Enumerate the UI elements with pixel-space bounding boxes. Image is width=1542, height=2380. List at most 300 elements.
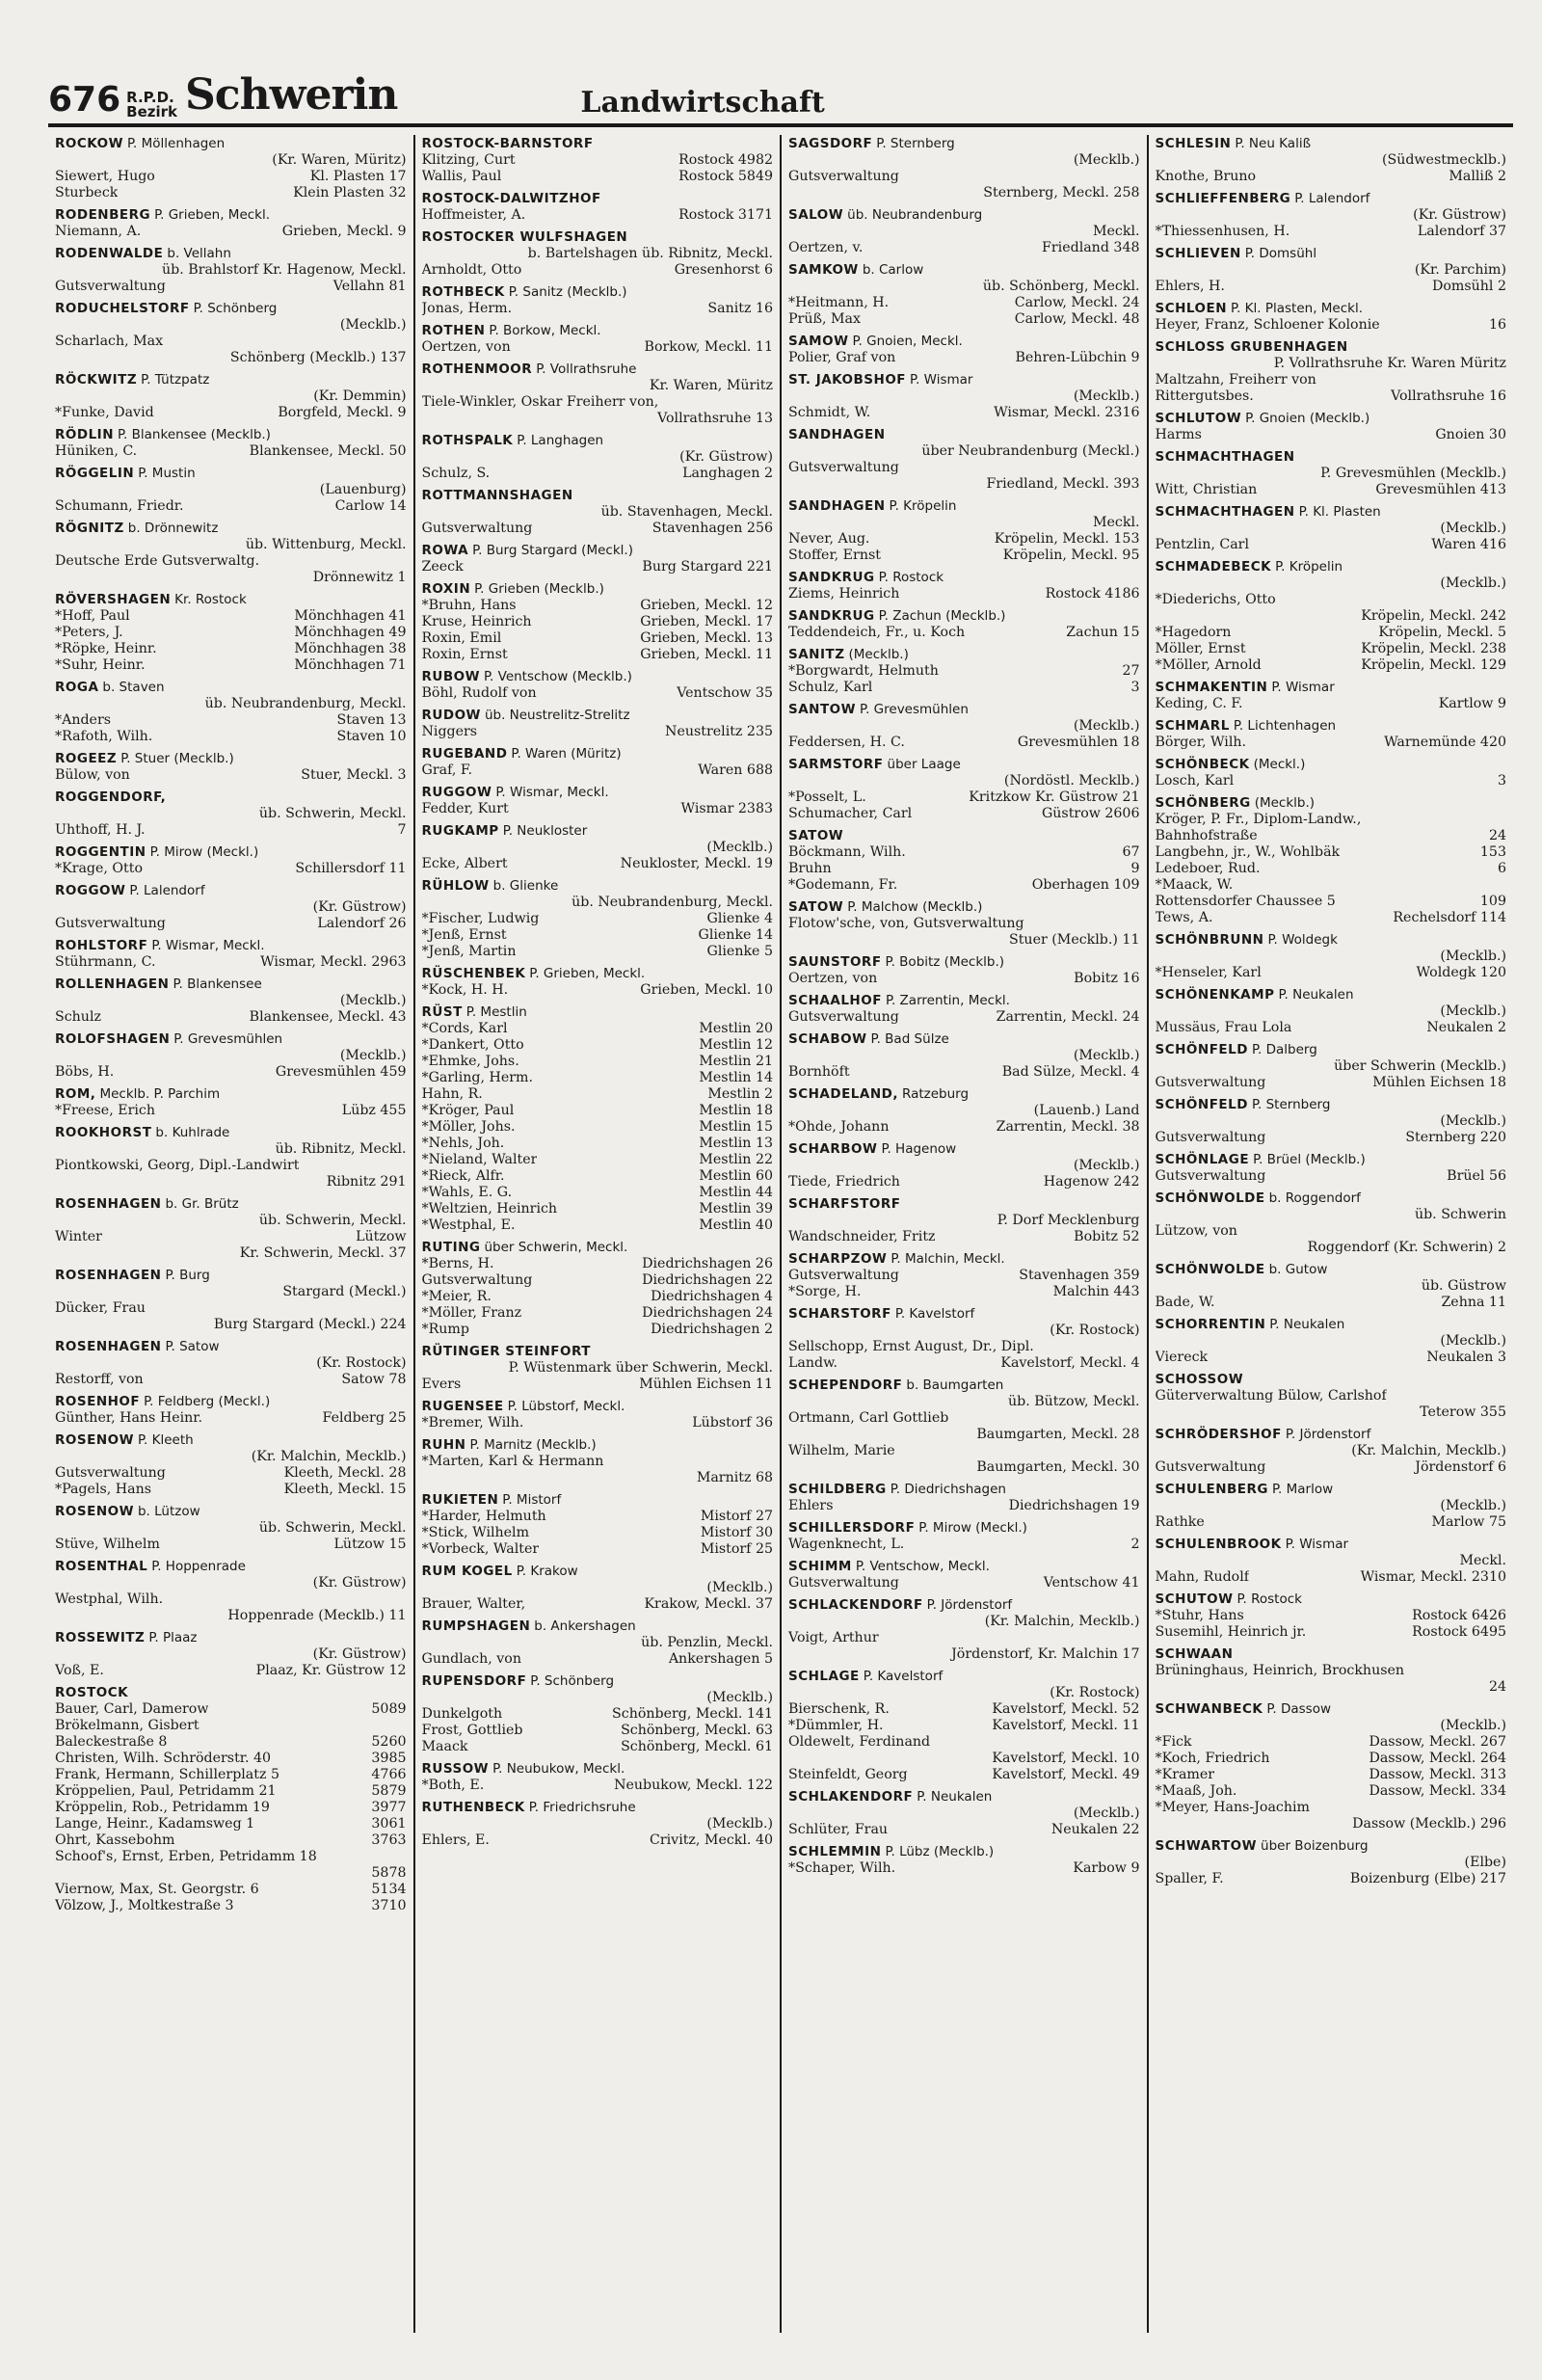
phone-reference: Lützow xyxy=(356,1229,407,1244)
place-postal: P. Wismar xyxy=(1271,680,1335,695)
place-heading xyxy=(55,1124,407,1141)
directory-entry xyxy=(788,1596,1140,1663)
directory-entry xyxy=(788,569,1140,602)
entry-row xyxy=(788,460,1140,476)
place-postal: b. Roggendorf xyxy=(1268,1190,1361,1206)
place-postal: P. Hoppenrade xyxy=(151,1559,246,1574)
owner-name: Ortmann, Carl Gottlieb xyxy=(788,1410,949,1426)
place-subline: (Mecklb.) xyxy=(706,1580,773,1595)
place-name: RUGGOW xyxy=(421,785,492,800)
directory-entry xyxy=(422,1239,774,1338)
owner-name: Wandschneider, Fritz xyxy=(788,1229,936,1244)
phone-reference: Wismar, Meckl. 2310 xyxy=(1360,1569,1506,1585)
entry-row xyxy=(788,531,1140,548)
phone-reference: 4766 xyxy=(371,1767,407,1782)
place-name: ROXIN xyxy=(421,581,471,597)
directory-entry xyxy=(1156,717,1507,751)
place-heading xyxy=(1156,1700,1507,1718)
owner-name: Schmidt, W. xyxy=(788,405,871,420)
directory-entry xyxy=(422,1436,774,1486)
entry-row xyxy=(788,625,1140,641)
place-name: ROSENHAGEN xyxy=(55,1268,162,1283)
directory-entry xyxy=(55,520,407,586)
owner-name: Böckmann, Wilh. xyxy=(788,844,906,860)
owner-name: Roxin, Emil xyxy=(421,630,502,646)
owner-name: Dücker, Frau xyxy=(55,1300,146,1316)
place-name: SCHÖNLAGE xyxy=(1155,1152,1250,1167)
place-subline: (Lauenb.) Land xyxy=(1033,1103,1140,1118)
entry-row xyxy=(1156,1514,1507,1531)
place-postal: b. Drönnewitz xyxy=(127,521,219,536)
place-postal: P. Schönberg xyxy=(530,1673,615,1689)
phone-reference: Vollrathsruhe 13 xyxy=(657,411,773,426)
phone-reference: 9 xyxy=(1130,861,1140,876)
owner-name: Zeeck xyxy=(421,559,464,575)
phone-reference: Gresenhorst 6 xyxy=(674,262,773,278)
directory-entry xyxy=(788,1250,1140,1300)
place-name: ROTHENMOOR xyxy=(421,361,533,377)
entry-row xyxy=(788,311,1140,328)
place-heading xyxy=(1156,1371,1507,1388)
place-heading xyxy=(55,591,407,608)
place-postal: P. Friedrichsruhe xyxy=(528,1800,636,1815)
place-postal: P. Grevesmühlen xyxy=(860,702,969,717)
phone-reference: 24 xyxy=(1488,828,1506,843)
directory-entry xyxy=(1156,190,1507,240)
phone-reference: Blankensee, Meckl. 50 xyxy=(249,443,407,459)
phone-reference: Diedrichshagen 26 xyxy=(642,1256,773,1271)
entry-row xyxy=(1156,1624,1507,1641)
phone-reference: Kavelstorf, Meckl. 10 xyxy=(992,1751,1140,1766)
place-heading xyxy=(55,465,407,482)
phone-reference: Bobitz 16 xyxy=(1074,971,1140,986)
entry-row xyxy=(55,861,407,877)
entry-row xyxy=(1156,1130,1507,1146)
owner-name: *Thiessenhusen, H. xyxy=(1155,224,1290,239)
entry-row xyxy=(1156,608,1507,625)
place-subline: (Kr. Güstrow) xyxy=(679,449,773,465)
directory-entry xyxy=(788,371,1140,421)
place-name: SCHMACHTHAGEN xyxy=(1155,504,1295,520)
place-subline: (Mecklb.) xyxy=(1440,1113,1506,1129)
place-postal: b. Ankershagen xyxy=(534,1618,636,1634)
phone-reference: Oberhagen 109 xyxy=(1031,877,1140,893)
owner-name: Klitzing, Curt xyxy=(421,152,516,168)
entry-row xyxy=(422,169,774,185)
phone-reference: Neukalen 22 xyxy=(1050,1822,1140,1837)
place-name: SCHILLERSDORF xyxy=(788,1520,916,1536)
place-heading xyxy=(422,1563,774,1580)
directory-entry xyxy=(422,1343,774,1393)
entry-row xyxy=(788,1119,1140,1136)
entry-row xyxy=(422,927,774,944)
owner-name: Witt, Christian xyxy=(1155,482,1258,497)
entry-row xyxy=(422,1168,774,1185)
owner-name: Brüninghaus, Heinrich, Brockhusen xyxy=(1155,1663,1405,1678)
owner-name: *Kröger, Paul xyxy=(421,1103,515,1118)
column-4 xyxy=(1149,135,1514,2333)
entry-row xyxy=(55,169,407,185)
directory-entry xyxy=(1156,448,1507,498)
entry-row xyxy=(1156,657,1507,674)
entry-row xyxy=(788,1229,1140,1245)
place-name: SCHLACKENDORF xyxy=(788,1597,923,1613)
place-postal: P. Rostock xyxy=(878,570,944,585)
owner-name: Tiele-Winkler, Oskar Freiherr von, xyxy=(421,394,659,410)
phone-reference: 16 xyxy=(1488,317,1506,333)
place-postal: P. Gnoien, Meckl. xyxy=(852,334,963,349)
place-heading xyxy=(1156,1316,1507,1333)
place-subline: b. Bartelshagen üb. Ribnitz, Meckl. xyxy=(527,246,773,261)
entry-row xyxy=(422,762,774,779)
phone-reference: Baumgarten, Meckl. 28 xyxy=(976,1427,1140,1442)
place-name: SCHLOSS GRUBENHAGEN xyxy=(1155,339,1348,355)
owner-name: Gutsverwaltung xyxy=(788,1268,899,1283)
place-subline: üb. Brahlstorf Kr. Hagenow, Meckl. xyxy=(162,262,407,278)
place-postal: P. Lichtenhagen xyxy=(1233,718,1337,734)
directory-entry xyxy=(1156,1041,1507,1091)
place-name: RÖCKWITZ xyxy=(55,372,138,388)
place-heading xyxy=(422,190,774,207)
place-postal: (Mecklb.) xyxy=(848,647,909,662)
phone-reference: Dassow, Meckl. 313 xyxy=(1369,1767,1506,1782)
directory-entry xyxy=(788,1195,1140,1245)
place-postal: P. Kröpelin xyxy=(1275,559,1343,575)
place-subline: (Mecklb.) xyxy=(1073,1805,1140,1821)
place-name: SCHLAGE xyxy=(788,1669,860,1684)
owner-name: Günther, Hans Heinr. xyxy=(55,1410,203,1426)
owner-name: Kröppelien, Paul, Petridamm 21 xyxy=(55,1783,277,1799)
place-heading xyxy=(422,1672,774,1690)
phone-reference: Grieben, Meckl. 13 xyxy=(640,630,773,646)
place-name: SCHULENBROOK xyxy=(1155,1537,1282,1552)
entry-row xyxy=(1156,965,1507,981)
place-heading xyxy=(1156,1190,1507,1207)
owner-name: Stüve, Wilhelm xyxy=(55,1537,160,1552)
phone-reference: Carlow, Meckl. 24 xyxy=(1014,295,1140,310)
owner-name: Roxin, Ernst xyxy=(421,647,508,662)
owner-name: Viereck xyxy=(1155,1350,1209,1365)
directory-entry xyxy=(1156,135,1507,185)
place-name: SCHMARL xyxy=(1155,718,1230,734)
owner-name: *Peters, J. xyxy=(55,625,123,640)
place-postal: üb. Neubrandenburg xyxy=(847,207,983,223)
entry-row xyxy=(1156,696,1507,712)
owner-name: Böbs, H. xyxy=(55,1064,115,1080)
directory-entry xyxy=(1156,1536,1507,1586)
place-heading xyxy=(788,497,1140,515)
place-heading xyxy=(788,646,1140,663)
place-heading xyxy=(55,1431,407,1449)
place-heading xyxy=(1156,558,1507,575)
owner-name: Frost, Gottlieb xyxy=(421,1723,523,1738)
entry-row xyxy=(55,729,407,745)
entry-row xyxy=(1156,427,1507,443)
directory-entry xyxy=(1156,756,1507,789)
phone-reference: Stavenhagen 256 xyxy=(651,521,773,536)
entry-row xyxy=(422,466,774,482)
place-subline: (Mecklb.) xyxy=(1073,388,1140,404)
owner-name: *Stick, Wilhelm xyxy=(421,1525,530,1540)
phone-reference: Sanitz 16 xyxy=(707,301,773,316)
entry-row xyxy=(422,685,774,702)
entry-row xyxy=(788,405,1140,421)
phone-reference: Mistorf 27 xyxy=(700,1509,773,1524)
phone-reference: Carlow, Meckl. 48 xyxy=(1014,311,1140,327)
place-subline: (Nordöstl. Mecklb.) xyxy=(1003,773,1140,789)
owner-name: Restorff, von xyxy=(55,1372,144,1387)
place-subline: üb. Güstrow xyxy=(1421,1278,1506,1294)
place-name: ROSENOW xyxy=(55,1504,134,1519)
entry-row xyxy=(422,1054,774,1070)
owner-name: *Kramer xyxy=(1155,1767,1215,1782)
place-subline: üb. Schwerin xyxy=(1414,1207,1506,1222)
directory-entry xyxy=(1156,931,1507,981)
place-subline: üb. Schwerin, Meckl. xyxy=(258,1520,407,1536)
place-subline: (Mecklb.) xyxy=(1440,949,1506,964)
owner-name: Losch, Karl xyxy=(1155,773,1235,789)
directory-entry xyxy=(1156,300,1507,334)
entry-row xyxy=(1156,224,1507,240)
directory-entry xyxy=(422,1618,774,1668)
entry-row xyxy=(1156,169,1507,185)
directory-entry xyxy=(422,580,774,663)
entry-row xyxy=(55,1482,407,1498)
entry-row xyxy=(1156,1679,1507,1696)
place-postal: P. Brüel (Mecklb.) xyxy=(1253,1152,1366,1167)
place-name: RÖVERSHAGEN xyxy=(55,592,172,607)
entry-row xyxy=(422,1185,774,1201)
phone-reference: Plaaz, Kr. Güstrow 12 xyxy=(255,1663,407,1678)
place-postal: P. Blankensee (Mecklb.) xyxy=(118,427,271,442)
place-heading xyxy=(55,937,407,954)
owner-name: Ehlers, E. xyxy=(421,1832,490,1848)
phone-reference: 5134 xyxy=(371,1882,407,1897)
entry-row xyxy=(1156,1569,1507,1586)
owner-name: Ehlers, H. xyxy=(1155,279,1225,294)
owner-name: Langbehn, jr., W., Wohlbäk xyxy=(1155,844,1341,860)
place-subline: (Elbe) xyxy=(1464,1855,1506,1870)
place-name: RÜSCHENBEK xyxy=(421,966,526,981)
place-postal: P. Langhagen xyxy=(517,433,604,448)
phone-reference: Glienke 14 xyxy=(698,927,773,943)
phone-reference: Rechelsdorf 114 xyxy=(1393,910,1506,925)
place-postal: über Boizenburg xyxy=(1261,1838,1369,1854)
directory-entry xyxy=(55,1558,407,1624)
phone-reference: 24 xyxy=(1488,1679,1506,1695)
place-subline: (Mecklb.) xyxy=(706,1816,773,1832)
directory-entry xyxy=(788,1305,1140,1372)
phone-reference: Mühlen Eichsen 11 xyxy=(639,1377,773,1392)
entry-row xyxy=(788,877,1140,894)
place-heading xyxy=(788,1558,1140,1575)
phone-reference: 67 xyxy=(1122,844,1140,860)
place-postal: P. Gnoien (Mecklb.) xyxy=(1245,411,1370,426)
place-name: SCHÖNFELD xyxy=(1155,1042,1248,1057)
owner-name: Oertzen, v. xyxy=(788,240,864,255)
directory-entry xyxy=(1156,1371,1507,1421)
phone-reference: Marnitz 68 xyxy=(696,1470,773,1485)
phone-reference: Schönberg, Meckl. 141 xyxy=(612,1706,773,1722)
owner-name: *Both, E. xyxy=(421,1778,485,1793)
entry-row xyxy=(788,1009,1140,1026)
owner-name: *Ehmke, Johs. xyxy=(421,1054,519,1069)
place-postal: P. Neukalen xyxy=(1269,1317,1345,1332)
entry-row xyxy=(1156,482,1507,498)
owner-name: Keding, C. F. xyxy=(1155,696,1243,711)
place-postal: über Schwerin, Meckl. xyxy=(484,1240,628,1255)
entry-row xyxy=(788,735,1140,751)
owner-name: Pentzlin, Carl xyxy=(1155,537,1249,552)
place-postal: b. Baumgarten xyxy=(906,1377,1004,1393)
place-heading xyxy=(1156,448,1507,466)
owner-name: Maltzahn, Freiherr von xyxy=(1155,372,1316,388)
directory-entry xyxy=(422,745,774,779)
phone-reference: Neustrelitz 235 xyxy=(665,724,773,739)
entry-row xyxy=(788,350,1140,366)
entry-row xyxy=(788,663,1140,680)
owner-name: *Fischer, Ludwig xyxy=(421,911,540,926)
entry-row xyxy=(422,1070,774,1086)
owner-name: Schoof's, Ernst, Erben, Petridamm 18 xyxy=(55,1849,317,1864)
directory-entry xyxy=(1156,503,1507,553)
owner-name: *Cords, Karl xyxy=(421,1021,508,1036)
place-postal: P. Diedrichshagen xyxy=(890,1482,1006,1497)
place-postal: P. Sanitz (Mecklb.) xyxy=(508,284,627,300)
phone-reference: Kleeth, Meckl. 28 xyxy=(283,1465,407,1481)
owner-name: Winter xyxy=(55,1229,102,1244)
place-subline: Stargard (Meckl.) xyxy=(282,1284,407,1299)
directory-entry xyxy=(55,1267,407,1333)
directory-entry xyxy=(55,206,407,240)
place-postal: P. Feldberg (Meckl.) xyxy=(144,1394,271,1409)
place-postal: P. Rostock xyxy=(1236,1591,1302,1607)
column-3 xyxy=(782,135,1149,2333)
place-name: SCHÖNBECK xyxy=(1155,757,1250,772)
entry-row xyxy=(1156,1663,1507,1679)
owner-name: Piontkowski, Georg, Dipl.-Landwirt xyxy=(55,1158,300,1173)
owner-name: *Harder, Helmuth xyxy=(421,1509,546,1524)
place-name: RUGEBAND xyxy=(421,746,508,762)
owner-name: *Bremer, Wilh. xyxy=(421,1415,524,1431)
owner-name: Wilhelm, Marie xyxy=(788,1443,895,1458)
owner-name: *Heitmann, H. xyxy=(788,295,890,310)
phone-reference: Grevesmühlen 18 xyxy=(1017,735,1140,750)
place-heading xyxy=(55,1195,407,1213)
rpd-label xyxy=(126,91,177,120)
place-heading xyxy=(422,1003,774,1021)
owner-name: Bruhn xyxy=(788,861,832,876)
entry-row xyxy=(422,1152,774,1168)
place-subline: (Mecklb.) xyxy=(1073,718,1140,734)
phone-reference: Mönchhagen 38 xyxy=(294,641,407,656)
place-postal: P. Mirow (Meckl.) xyxy=(918,1520,1027,1536)
directory-entry xyxy=(55,937,407,971)
entry-row xyxy=(55,1300,407,1317)
phone-reference: Jördenstorf, Kr. Malchin 17 xyxy=(951,1646,1140,1662)
place-postal: P. Blankensee xyxy=(173,976,262,992)
directory-entry xyxy=(422,1563,774,1613)
entry-row xyxy=(1156,1388,1507,1404)
place-heading xyxy=(788,333,1140,350)
place-name: SCHLAKENDORF xyxy=(788,1789,914,1805)
place-postal: P. Neukloster xyxy=(502,823,588,839)
place-heading xyxy=(422,1398,774,1415)
phone-reference: 5879 xyxy=(371,1783,407,1799)
phone-reference: Mistorf 25 xyxy=(700,1541,773,1557)
owner-name: *Borgwardt, Helmuth xyxy=(788,663,939,679)
directory-entry xyxy=(788,898,1140,949)
phone-reference: Rostock 3171 xyxy=(678,207,773,223)
place-postal: P. Kl. Plasten, Meckl. xyxy=(1231,301,1364,316)
directory-entry xyxy=(55,1503,407,1553)
entry-row xyxy=(55,657,407,674)
place-subline: (Kr. Güstrow) xyxy=(312,1646,407,1662)
place-heading xyxy=(1156,679,1507,696)
directory-entry xyxy=(788,827,1140,894)
phone-reference: Satow 78 xyxy=(341,1372,407,1387)
entry-row xyxy=(1156,1295,1507,1311)
place-subline: Kr. Waren, Müritz xyxy=(649,378,773,393)
entry-row xyxy=(55,954,407,971)
entry-row xyxy=(1156,1751,1507,1767)
place-name: ROM, xyxy=(55,1086,96,1102)
section-title: Landwirtschaft xyxy=(580,86,825,120)
place-postal: (Meckl.) xyxy=(1253,757,1306,772)
place-postal: Mecklb. P. Parchim xyxy=(99,1086,221,1102)
owner-name: Böhl, Rudolf von xyxy=(421,685,537,701)
place-name: ROSENHAGEN xyxy=(55,1196,162,1212)
owner-name: *Stuhr, Hans xyxy=(1155,1608,1244,1623)
owner-name: Siewert, Hugo xyxy=(55,169,155,184)
owner-name: Gutsverwaltung xyxy=(1155,1459,1266,1475)
directory-entry xyxy=(55,1030,407,1081)
place-name: SCHEPENDORF xyxy=(788,1377,903,1393)
place-heading xyxy=(1156,300,1507,317)
phone-reference: Bobitz 52 xyxy=(1074,1229,1140,1244)
place-subline: (Kr. Rostock) xyxy=(1050,1323,1140,1338)
place-postal: P. Mirow (Meckl.) xyxy=(149,844,259,860)
entry-row xyxy=(55,498,407,515)
owner-name: *Koch, Friedrich xyxy=(1155,1751,1270,1766)
phone-reference: Brüel 56 xyxy=(1447,1168,1506,1184)
place-heading xyxy=(422,1618,774,1635)
entry-row xyxy=(788,548,1140,564)
place-heading xyxy=(55,789,407,806)
place-name: SCHADELAND, xyxy=(788,1086,898,1102)
place-heading xyxy=(1156,1645,1507,1663)
directory-entry xyxy=(422,1760,774,1794)
phone-reference: Diedrichshagen 19 xyxy=(1008,1498,1140,1513)
entry-row xyxy=(1156,279,1507,295)
owner-name: *Godemann, Fr. xyxy=(788,877,898,893)
directory-entry xyxy=(788,1558,1140,1591)
directory-entry xyxy=(1156,410,1507,443)
owner-name: *Schaper, Wilh. xyxy=(788,1860,896,1876)
place-heading xyxy=(1156,931,1507,949)
place-name: RUKIETEN xyxy=(421,1492,499,1508)
place-heading xyxy=(788,1140,1140,1158)
phone-reference: Blankensee, Meckl. 43 xyxy=(249,1009,407,1025)
owner-name: *Rump xyxy=(421,1322,469,1337)
entry-row xyxy=(422,1832,774,1849)
entry-row xyxy=(788,1355,1140,1372)
phone-reference: 27 xyxy=(1122,663,1140,679)
phone-reference: Neukalen 3 xyxy=(1426,1350,1506,1365)
place-name: ROSENHOF xyxy=(55,1394,141,1409)
place-name: RODENBERG xyxy=(55,207,151,223)
place-name: SCHÖNBRUNN xyxy=(1155,932,1264,948)
